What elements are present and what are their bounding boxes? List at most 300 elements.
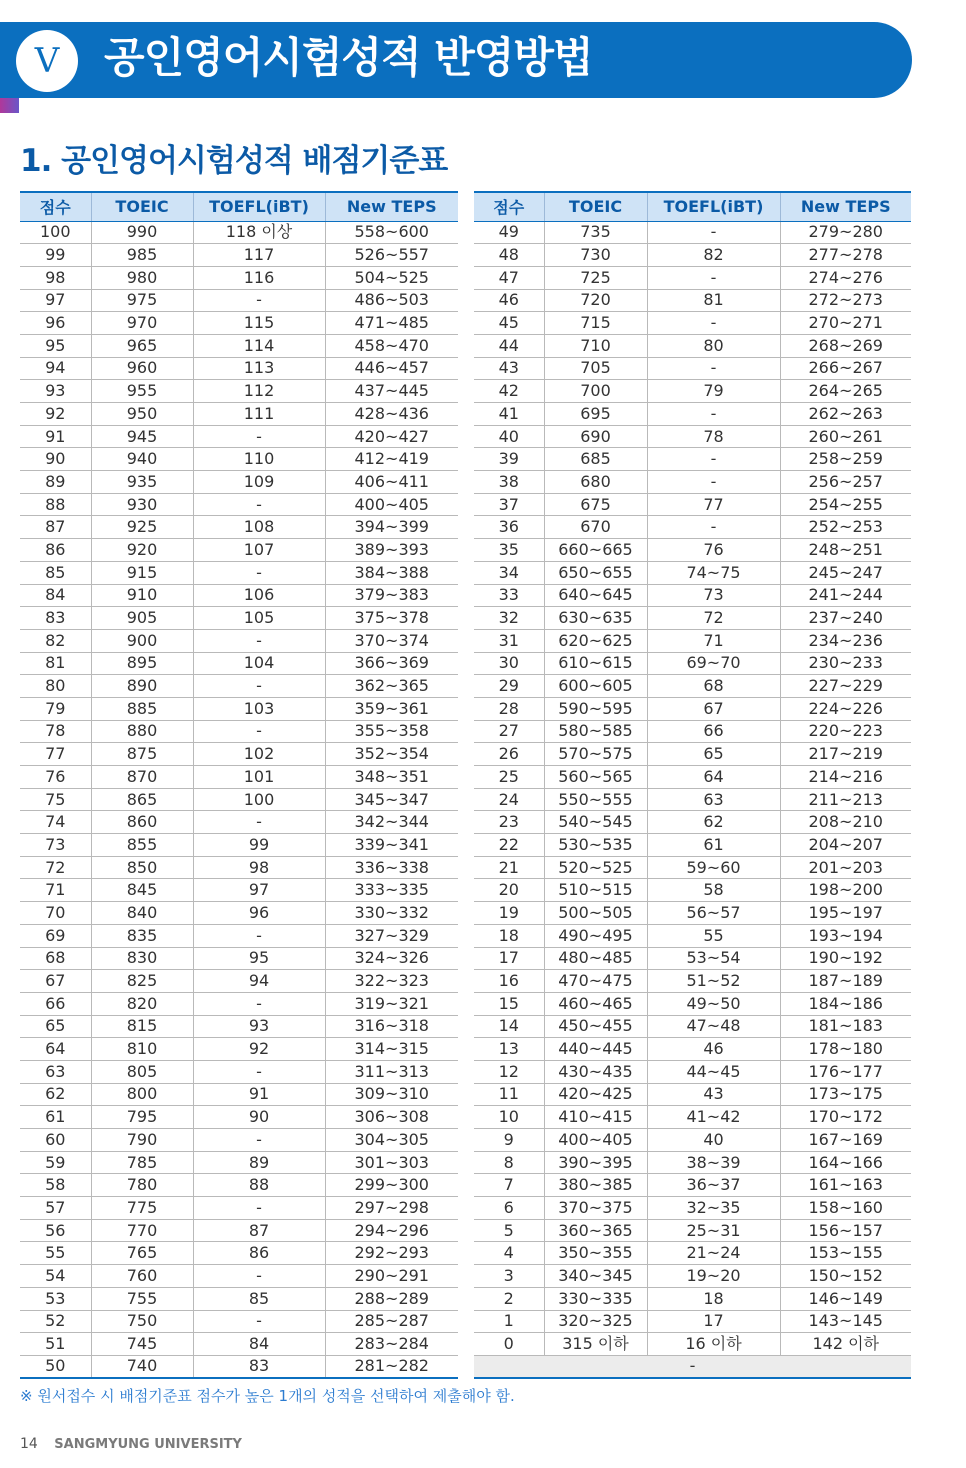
table-row xyxy=(20,312,458,335)
table-cell: 46 xyxy=(474,289,544,312)
table-cell: 77 xyxy=(647,493,780,516)
table-row xyxy=(20,834,458,857)
table-cell: 193~194 xyxy=(780,924,911,947)
table-row xyxy=(474,357,911,380)
table-cell: 56~57 xyxy=(647,902,780,925)
table-row xyxy=(20,448,458,471)
table-cell: 86 xyxy=(193,1242,325,1265)
table-cell: 775 xyxy=(91,1197,193,1220)
table-cell: 150~152 xyxy=(780,1265,911,1288)
table-cell: 170~172 xyxy=(780,1106,911,1129)
table-row xyxy=(474,924,911,947)
table-cell: - xyxy=(193,720,325,743)
table-cell: 40 xyxy=(474,425,544,448)
table-cell: 198~200 xyxy=(780,879,911,902)
table-cell: 97 xyxy=(20,289,91,312)
table-row xyxy=(474,403,911,426)
table-row xyxy=(474,788,911,811)
table-row xyxy=(474,1151,911,1174)
table-cell: 309~310 xyxy=(325,1083,458,1106)
table-cell: - xyxy=(193,289,325,312)
table-cell: - xyxy=(193,1129,325,1152)
table-row xyxy=(474,539,911,562)
table-cell: 173~175 xyxy=(780,1083,911,1106)
table-row xyxy=(474,834,911,857)
table-cell: 895 xyxy=(91,652,193,675)
table-cell: 82 xyxy=(20,629,91,652)
table-cell: 865 xyxy=(91,788,193,811)
table-cell: 740 xyxy=(91,1355,193,1378)
table-cell: 96 xyxy=(20,312,91,335)
table-cell: 41~42 xyxy=(647,1106,780,1129)
table-cell: 15 xyxy=(474,992,544,1015)
chapter-title: 공인영어시험성적 반영방법 xyxy=(104,33,593,82)
table-cell: 306~308 xyxy=(325,1106,458,1129)
table-cell: 70 xyxy=(20,902,91,925)
table-cell: 9 xyxy=(474,1129,544,1152)
table-cell: 1 xyxy=(474,1310,544,1333)
chapter-number-badge: V xyxy=(16,30,78,92)
table-cell: 705 xyxy=(544,357,647,380)
table-cell: 270~271 xyxy=(780,312,911,335)
table-cell: 830 xyxy=(91,947,193,970)
table-cell: 410~415 xyxy=(544,1106,647,1129)
table-cell: 281~282 xyxy=(325,1355,458,1378)
header-toeic: TOEIC xyxy=(91,192,193,221)
table-cell: 440~445 xyxy=(544,1038,647,1061)
score-table-right-body xyxy=(474,221,911,1378)
table-cell: 100 xyxy=(193,788,325,811)
table-cell: 67 xyxy=(647,697,780,720)
table-row xyxy=(20,403,458,426)
table-row xyxy=(474,584,911,607)
table-cell: 47~48 xyxy=(647,1015,780,1038)
table-cell: 220~223 xyxy=(780,720,911,743)
table-cell: 785 xyxy=(91,1151,193,1174)
table-cell: 161~163 xyxy=(780,1174,911,1197)
table-row xyxy=(474,221,911,244)
table-cell: 266~267 xyxy=(780,357,911,380)
table-cell: - xyxy=(193,493,325,516)
table-cell: 110 xyxy=(193,448,325,471)
table-cell: 78 xyxy=(647,425,780,448)
table-cell: 960 xyxy=(91,357,193,380)
table-row xyxy=(474,970,911,993)
header-score: 점수 xyxy=(20,192,91,221)
table-cell: 304~305 xyxy=(325,1129,458,1152)
table-cell: 975 xyxy=(91,289,193,312)
table-cell: 55 xyxy=(20,1242,91,1265)
table-cell: 820 xyxy=(91,992,193,1015)
table-row xyxy=(20,811,458,834)
table-cell: - xyxy=(193,1310,325,1333)
table-cell: 29 xyxy=(474,675,544,698)
table-row xyxy=(20,1333,458,1356)
table-cell: 60 xyxy=(20,1129,91,1152)
table-cell: 211~213 xyxy=(780,788,911,811)
table-cell: 36~37 xyxy=(647,1174,780,1197)
table-cell: 470~475 xyxy=(544,970,647,993)
table-cell: 314~315 xyxy=(325,1038,458,1061)
table-cell: 32~35 xyxy=(647,1197,780,1220)
table-cell-empty: - xyxy=(474,1355,911,1378)
table-cell: 526~557 xyxy=(325,244,458,267)
table-cell: 112 xyxy=(193,380,325,403)
table-cell: 77 xyxy=(20,743,91,766)
table-cell: 274~276 xyxy=(780,266,911,289)
table-row xyxy=(474,675,911,698)
table-cell: 67 xyxy=(20,970,91,993)
table-cell: 875 xyxy=(91,743,193,766)
table-cell: 201~203 xyxy=(780,856,911,879)
table-cell: 885 xyxy=(91,697,193,720)
table-cell: 42 xyxy=(474,380,544,403)
table-cell: - xyxy=(647,516,780,539)
table-cell: 685 xyxy=(544,448,647,471)
table-cell: 805 xyxy=(91,1060,193,1083)
table-cell: 79 xyxy=(20,697,91,720)
table-cell: 925 xyxy=(91,516,193,539)
table-cell: 4 xyxy=(474,1242,544,1265)
table-cell: 695 xyxy=(544,403,647,426)
table-row xyxy=(20,380,458,403)
table-cell: 362~365 xyxy=(325,675,458,698)
table-row xyxy=(20,675,458,698)
table-cell: 84 xyxy=(20,584,91,607)
table-cell: - xyxy=(193,561,325,584)
table-cell: 406~411 xyxy=(325,471,458,494)
table-cell: 195~197 xyxy=(780,902,911,925)
table-cell: 299~300 xyxy=(325,1174,458,1197)
table-row xyxy=(474,652,911,675)
table-cell: 755 xyxy=(91,1287,193,1310)
table-cell: 53 xyxy=(20,1287,91,1310)
table-cell: 660~665 xyxy=(544,539,647,562)
table-cell: 106 xyxy=(193,584,325,607)
table-cell: 66 xyxy=(647,720,780,743)
table-cell: 256~257 xyxy=(780,471,911,494)
table-row xyxy=(474,312,911,335)
table-cell: 69 xyxy=(20,924,91,947)
table-cell: 700 xyxy=(544,380,647,403)
table-cell: - xyxy=(193,1197,325,1220)
table-cell: 3 xyxy=(474,1265,544,1288)
table-header-row xyxy=(20,192,458,221)
table-cell: 108 xyxy=(193,516,325,539)
table-row xyxy=(474,1083,911,1106)
table-row xyxy=(474,1287,911,1310)
table-cell: 680 xyxy=(544,471,647,494)
table-cell: 920 xyxy=(91,539,193,562)
table-cell: 76 xyxy=(647,539,780,562)
table-cell: 850 xyxy=(91,856,193,879)
table-cell: 81 xyxy=(20,652,91,675)
table-cell: 40 xyxy=(647,1129,780,1152)
table-cell: 360~365 xyxy=(544,1219,647,1242)
table-cell: 74~75 xyxy=(647,561,780,584)
table-row xyxy=(474,856,911,879)
table-cell: 460~465 xyxy=(544,992,647,1015)
header-toefl: TOEFL(iBT) xyxy=(193,192,325,221)
table-row xyxy=(474,629,911,652)
table-cell: 390~395 xyxy=(544,1151,647,1174)
table-cell: 486~503 xyxy=(325,289,458,312)
table-row xyxy=(474,1038,911,1061)
table-row xyxy=(474,493,911,516)
table-cell: 35 xyxy=(474,539,544,562)
table-cell: - xyxy=(193,811,325,834)
table-cell: - xyxy=(193,675,325,698)
table-cell: 61 xyxy=(20,1106,91,1129)
table-cell: 0 xyxy=(474,1333,544,1356)
table-cell: 38~39 xyxy=(647,1151,780,1174)
table-cell: 322~323 xyxy=(325,970,458,993)
table-cell: 260~261 xyxy=(780,425,911,448)
table-cell: 224~226 xyxy=(780,697,911,720)
table-row xyxy=(474,471,911,494)
table-cell: 780 xyxy=(91,1174,193,1197)
table-cell: 254~255 xyxy=(780,493,911,516)
section-title: 1. 공인영어시험성적 배점기준표 xyxy=(20,143,448,179)
table-cell: 630~635 xyxy=(544,607,647,630)
table-cell: 107 xyxy=(193,539,325,562)
table-row xyxy=(20,334,458,357)
table-cell: 985 xyxy=(91,244,193,267)
table-cell: 339~341 xyxy=(325,834,458,857)
table-cell: 670 xyxy=(544,516,647,539)
table-cell: 37 xyxy=(474,493,544,516)
table-cell: 2 xyxy=(474,1287,544,1310)
header-teps: New TEPS xyxy=(780,192,911,221)
page-footer xyxy=(20,1432,242,1456)
table-cell: 69~70 xyxy=(647,652,780,675)
table-cell: - xyxy=(193,924,325,947)
table-cell: 52 xyxy=(20,1310,91,1333)
table-cell: 99 xyxy=(20,244,91,267)
header-score: 점수 xyxy=(474,192,544,221)
table-row xyxy=(20,766,458,789)
table-cell: 50 xyxy=(20,1355,91,1378)
table-cell: 600~605 xyxy=(544,675,647,698)
table-cell: 94 xyxy=(20,357,91,380)
table-row xyxy=(20,720,458,743)
table-cell: 297~298 xyxy=(325,1197,458,1220)
table-cell: - xyxy=(647,448,780,471)
table-cell: 945 xyxy=(91,425,193,448)
table-cell: 90 xyxy=(20,448,91,471)
table-cell: 80 xyxy=(20,675,91,698)
table-cell: - xyxy=(647,357,780,380)
table-cell: 490~495 xyxy=(544,924,647,947)
table-cell: 327~329 xyxy=(325,924,458,947)
table-cell: 116 xyxy=(193,266,325,289)
table-cell: 73 xyxy=(647,584,780,607)
table-cell: 46 xyxy=(647,1038,780,1061)
table-row xyxy=(20,221,458,244)
table-cell: 690 xyxy=(544,425,647,448)
table-cell: 39 xyxy=(474,448,544,471)
table-row xyxy=(474,766,911,789)
table-cell: 530~535 xyxy=(544,834,647,857)
table-cell: 99 xyxy=(193,834,325,857)
table-cell: 970 xyxy=(91,312,193,335)
table-cell: 85 xyxy=(20,561,91,584)
table-cell: 835 xyxy=(91,924,193,947)
table-cell: 114 xyxy=(193,334,325,357)
table-cell: 245~247 xyxy=(780,561,911,584)
table-row xyxy=(474,289,911,312)
table-cell: 770 xyxy=(91,1219,193,1242)
table-cell: - xyxy=(647,312,780,335)
table-cell: 815 xyxy=(91,1015,193,1038)
table-cell: 71 xyxy=(647,629,780,652)
table-cell: 504~525 xyxy=(325,266,458,289)
table-row xyxy=(20,1015,458,1038)
table-cell: 91 xyxy=(20,425,91,448)
table-cell: 38 xyxy=(474,471,544,494)
score-table-left-body xyxy=(20,221,458,1378)
table-cell: 90 xyxy=(193,1106,325,1129)
table-cell: 800 xyxy=(91,1083,193,1106)
table-cell: 88 xyxy=(193,1174,325,1197)
table-cell: 825 xyxy=(91,970,193,993)
table-cell: 394~399 xyxy=(325,516,458,539)
table-cell: - xyxy=(647,221,780,244)
table-row xyxy=(474,992,911,1015)
table-cell: 76 xyxy=(20,766,91,789)
table-cell: 18 xyxy=(647,1287,780,1310)
table-cell: 412~419 xyxy=(325,448,458,471)
table-cell: 227~229 xyxy=(780,675,911,698)
table-cell: 95 xyxy=(193,947,325,970)
table-cell: 333~335 xyxy=(325,879,458,902)
table-cell: 710 xyxy=(544,334,647,357)
table-cell: 795 xyxy=(91,1106,193,1129)
table-row xyxy=(474,1265,911,1288)
table-cell: 336~338 xyxy=(325,856,458,879)
table-cell: 93 xyxy=(20,380,91,403)
table-cell: 80 xyxy=(647,334,780,357)
table-cell: 277~278 xyxy=(780,244,911,267)
table-cell: 248~251 xyxy=(780,539,911,562)
table-cell: 54 xyxy=(20,1265,91,1288)
table-cell: 64 xyxy=(647,766,780,789)
table-cell: 915 xyxy=(91,561,193,584)
table-cell: 910 xyxy=(91,584,193,607)
table-cell: 184~186 xyxy=(780,992,911,1015)
header-toefl: TOEFL(iBT) xyxy=(647,192,780,221)
submission-note: ※ 원서접수 시 배점기준표 점수가 높은 1개의 성적을 선택하여 제출해야 함. xyxy=(20,1387,515,1405)
table-cell: 855 xyxy=(91,834,193,857)
table-row xyxy=(20,879,458,902)
table-row xyxy=(20,629,458,652)
table-row xyxy=(474,697,911,720)
table-cell: 252~253 xyxy=(780,516,911,539)
table-cell: 92 xyxy=(20,403,91,426)
table-cell: 324~326 xyxy=(325,947,458,970)
table-cell: 71 xyxy=(20,879,91,902)
table-cell: 11 xyxy=(474,1083,544,1106)
table-cell: 675 xyxy=(544,493,647,516)
table-cell: 720 xyxy=(544,289,647,312)
table-cell: 41 xyxy=(474,403,544,426)
table-cell: 89 xyxy=(20,471,91,494)
table-cell: 78 xyxy=(20,720,91,743)
table-cell: 30 xyxy=(474,652,544,675)
table-row-empty xyxy=(474,1355,911,1378)
table-cell: 580~585 xyxy=(544,720,647,743)
table-row xyxy=(474,902,911,925)
table-cell: 510~515 xyxy=(544,879,647,902)
table-cell: 348~351 xyxy=(325,766,458,789)
table-cell: 17 xyxy=(474,947,544,970)
table-row xyxy=(474,811,911,834)
table-row xyxy=(20,1355,458,1378)
table-cell: 57 xyxy=(20,1197,91,1220)
table-cell: 330~335 xyxy=(544,1287,647,1310)
table-cell: 36 xyxy=(474,516,544,539)
table-cell: 860 xyxy=(91,811,193,834)
table-cell: 104 xyxy=(193,652,325,675)
table-cell: 81 xyxy=(647,289,780,312)
table-header-row xyxy=(474,192,911,221)
table-cell: 359~361 xyxy=(325,697,458,720)
table-row xyxy=(20,788,458,811)
table-cell: 23 xyxy=(474,811,544,834)
table-row xyxy=(474,425,911,448)
table-row xyxy=(474,1060,911,1083)
table-cell: 980 xyxy=(91,266,193,289)
table-cell: 375~378 xyxy=(325,607,458,630)
table-cell: 117 xyxy=(193,244,325,267)
table-row xyxy=(20,584,458,607)
table-cell: 750 xyxy=(91,1310,193,1333)
table-row xyxy=(20,357,458,380)
table-row xyxy=(20,743,458,766)
table-row xyxy=(474,1015,911,1038)
table-cell: 43 xyxy=(647,1083,780,1106)
table-cell: 44 xyxy=(474,334,544,357)
table-row xyxy=(20,561,458,584)
table-row xyxy=(474,516,911,539)
table-cell: 5 xyxy=(474,1219,544,1242)
table-cell: 68 xyxy=(20,947,91,970)
table-row xyxy=(20,607,458,630)
table-row xyxy=(474,1219,911,1242)
table-cell: 49~50 xyxy=(647,992,780,1015)
table-cell: 471~485 xyxy=(325,312,458,335)
table-cell: 237~240 xyxy=(780,607,911,630)
table-row xyxy=(474,1310,911,1333)
table-cell: 94 xyxy=(193,970,325,993)
table-cell: 380~385 xyxy=(544,1174,647,1197)
table-cell: 91 xyxy=(193,1083,325,1106)
table-cell: 420~425 xyxy=(544,1083,647,1106)
table-row xyxy=(20,970,458,993)
table-cell: 790 xyxy=(91,1129,193,1152)
table-cell: 279~280 xyxy=(780,221,911,244)
table-cell: 319~321 xyxy=(325,992,458,1015)
table-cell: 55 xyxy=(647,924,780,947)
table-cell: 111 xyxy=(193,403,325,426)
table-cell: 458~470 xyxy=(325,334,458,357)
table-cell: 187~189 xyxy=(780,970,911,993)
table-row xyxy=(20,289,458,312)
table-cell: - xyxy=(193,425,325,448)
table-cell: 14 xyxy=(474,1015,544,1038)
table-cell: 84 xyxy=(193,1333,325,1356)
table-cell: 345~347 xyxy=(325,788,458,811)
